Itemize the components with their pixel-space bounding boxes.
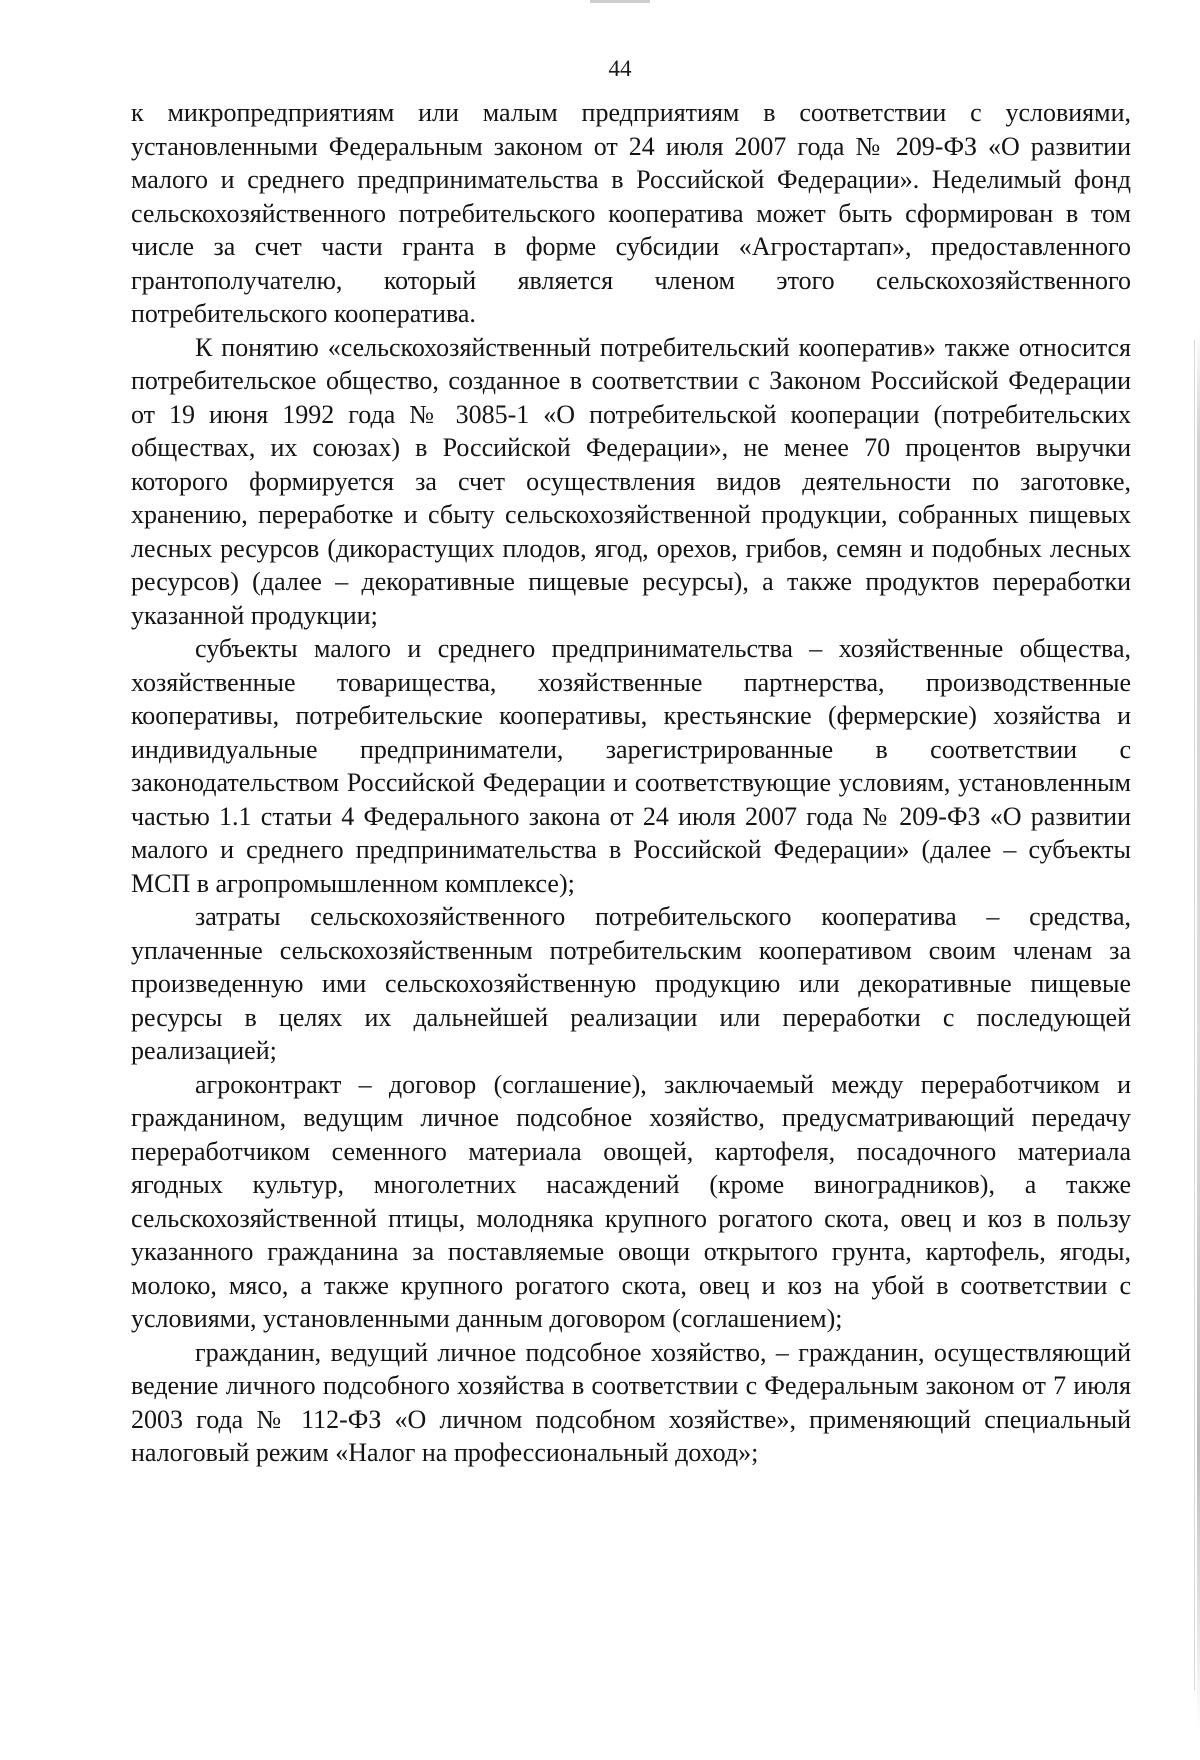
document-body <box>131 96 1131 1470</box>
scan-artifact-top <box>590 0 650 3</box>
paragraph: к микропредприятиям или малым предприятиям в соответствии с условиями, установленными Федеральным законом от 24 июля 2007 года № 209-ФЗ «О развитии малого и среднего предпринимательства в Российской Федерации». Неделимый фонд сельскохозяйственного потребительского кооператива может быть сформирован в том числе за счет части гранта в форме субсидии «Агростартап», предоставленного грантополучателю, который является членом этого сельскохозяйственного потребительского кооператива. <box>131 98 1131 328</box>
paragraph: агроконтракт – договор (соглашение), заключаемый между переработчиком и гражданином, ведущим личное подсобное хозяйство, предусматривающий передачу переработчиком семенного материала овощей, картофеля, посадочного материала ягодных культур, многолетних насаждений (кроме виноградников), а также сельскохозяйственной птицы, молодняка крупного рогатого скота, овец и коз в пользу указанного гражданина за поставляемые овощи открытого грунта, картофель, ягоды, молоко, мясо, а также крупного рогатого скота, овец и коз на убой в соответствии с условиями, установленными данным договором (соглашением); <box>131 1069 1131 1333</box>
paragraph: К понятию «сельскохозяйственный потребительский кооператив» также относится потребительское общество, созданное в соответствии с Законом Российской Федерации от 19 июня 1992 года № 3085-1 «О потребительской кооперации (потребительских обществах, их союзах) в Российской Федерации», не менее 70 процентов выручки которого формируется за счет осуществления видов деятельности по заготовке, хранению, переработке и сбыту сельскохозяйственной продукции, собранных пищевых лесных ресурсов (дикорастущих плодов, ягод, орехов, грибов, семян и подобных лесных ресурсов) (далее – декоративные пищевые ресурсы), а также продуктов переработки указанной продукции; <box>131 332 1131 630</box>
scan-artifact-right-line <box>1194 340 1195 1690</box>
paragraph: гражданин, ведущий личное подсобное хозяйство, – гражданин, осуществляющий ведение личного подсобного хозяйства в соответствии с Федеральным законом от 7 июля 2003 года № 112-ФЗ «О личном подсобном хозяйстве», применяющий специальный налоговый режим «Налог на профессиональный доход»; <box>131 1337 1131 1467</box>
paragraph: субъекты малого и среднего предпринимательства – хозяйственные общества, хозяйственные товарищества, хозяйственные партнерства, производственные кооперативы, потребительские кооперативы, крестьянские (фермерские) хозяйства и индивидуальные предприниматели, зарегистрированные в соответствии с законодательством Российской Федерации и соответствующие условиям, установленным частью 1.1 статьи 4 Федерального закона от 24 июля 2007 года № 209-ФЗ «О развитии малого и среднего предпринимательства в Российской Федерации» (далее – субъекты МСП в агропромышленном комплексе); <box>131 634 1131 898</box>
paragraph: затраты сельскохозяйственного потребительского кооператива – средства, уплаченные сельскохозяйственным потребительским кооперативом своим членам за произведенную ими сельскохозяйственную продукцию или декоративные пищевые ресурсы в целях их дальнейшей реализации или переработки с последующей реализацией; <box>131 902 1131 1065</box>
page-number: 44 <box>608 56 632 81</box>
